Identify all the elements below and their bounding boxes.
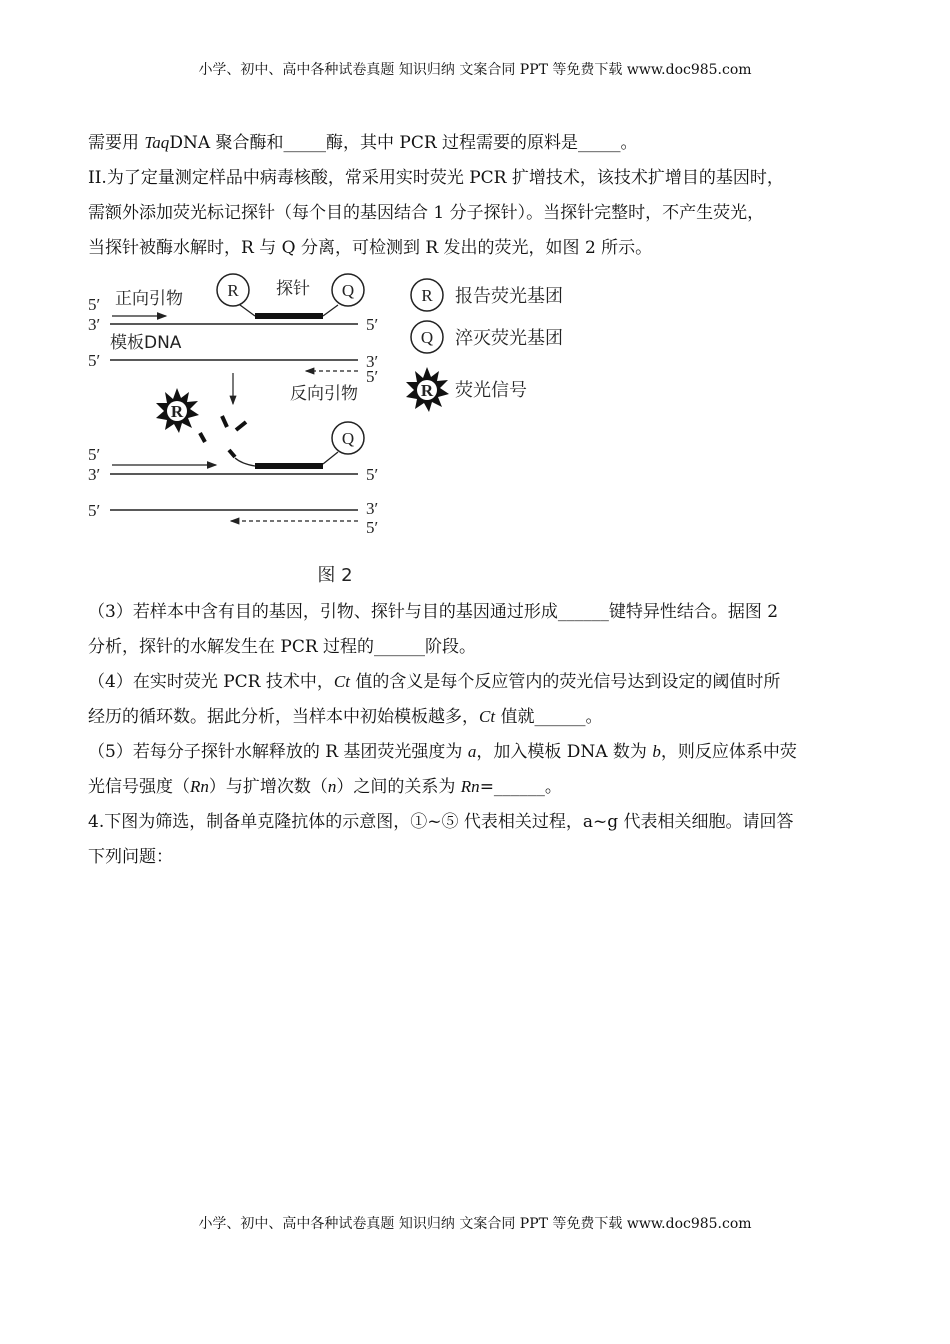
text: ，加入模板 DNA 数为 bbox=[476, 742, 653, 762]
text: =______。 bbox=[479, 777, 562, 797]
text: 值的含义是每个反应管内的荧光信号达到设定的阈值时所 bbox=[349, 672, 781, 692]
text: ，则反应体系中荧 bbox=[660, 742, 797, 762]
probe-intact bbox=[217, 274, 364, 319]
r-label: R bbox=[227, 281, 239, 300]
label-5prime: 5′ bbox=[366, 465, 379, 484]
forward-primer-label: 正向引物 bbox=[115, 289, 183, 309]
text-line bbox=[88, 742, 797, 762]
probe-label: 探针 bbox=[276, 279, 310, 299]
r-label: R bbox=[421, 286, 433, 305]
italic-term: b bbox=[652, 742, 661, 761]
text: （4）在实时荧光 PCR 技术中， bbox=[88, 672, 334, 692]
legend bbox=[406, 279, 563, 412]
text: （5）若每分子探针水解释放的 R 基团荧光强度为 bbox=[88, 742, 468, 762]
text-line: 需额外添加荧光标记探针（每个目的基因结合 1 分子探针）。当探针完整时，不产生荧光， bbox=[88, 203, 765, 223]
label-5prime: 5′ bbox=[366, 367, 379, 386]
text-line: 当探针被酶水解时，R 与 Q 分离，可检测到 R 发出的荧光，如图 2 所示。 bbox=[88, 238, 653, 258]
label-3prime: 3′ bbox=[88, 465, 101, 484]
text: 经历的循环数。据此分析，当样本中初始模板越多， bbox=[88, 707, 479, 727]
text-line: 下列问题： bbox=[88, 847, 173, 867]
italic-term: a bbox=[467, 742, 477, 761]
italic-term: Taq bbox=[144, 133, 170, 152]
figure-caption: 图 2 bbox=[317, 565, 353, 586]
label-3prime: 3′ bbox=[366, 499, 379, 518]
label-3prime: 3′ bbox=[88, 315, 101, 334]
legend-quencher: 淬灭荧光基团 bbox=[455, 328, 563, 349]
italic-term: Ct bbox=[479, 707, 496, 726]
label-5prime: 5′ bbox=[88, 501, 101, 520]
italic-term: n bbox=[327, 777, 337, 796]
label-3prime: 3′ bbox=[366, 352, 379, 371]
label-5prime: 5′ bbox=[88, 445, 101, 464]
text-line bbox=[88, 672, 780, 692]
italic-term: Rn bbox=[460, 777, 480, 796]
q-label: Q bbox=[341, 281, 355, 300]
probe-fragments bbox=[200, 416, 246, 457]
text-line: （3）若样本中含有目的基因，引物、探针与目的基因通过形成______键特异性结合。据图 2 bbox=[88, 602, 779, 622]
text: 值就______。 bbox=[495, 707, 603, 727]
italic-term: Ct bbox=[333, 672, 350, 691]
q-label: Q bbox=[420, 328, 434, 347]
page-header: 小学、初中、高中各种试卷真题 知识归纳 文案合同 PPT 等免费下载 www.doc985.com bbox=[198, 62, 752, 78]
text: 光信号强度（ bbox=[88, 777, 190, 797]
legend-signal: 荧光信号 bbox=[455, 380, 527, 401]
figure-2-pcr-probe-diagram bbox=[80, 270, 600, 590]
r-label: R bbox=[420, 381, 434, 400]
text: DNA 聚合酶和_____酶，其中 PCR 过程需要的原料是_____。 bbox=[169, 133, 638, 153]
text-line: 分析，探针的水解发生在 PCR 过程的______阶段。 bbox=[88, 637, 477, 657]
label-5prime: 5′ bbox=[88, 351, 101, 370]
r-label: R bbox=[170, 402, 184, 421]
q-label: Q bbox=[341, 429, 355, 448]
italic-term: Rn bbox=[190, 777, 209, 796]
text-line bbox=[88, 777, 562, 797]
text: 需要用 bbox=[88, 133, 145, 153]
template-dna-label: 模板DNA bbox=[110, 333, 182, 353]
label-5prime: 5′ bbox=[366, 315, 379, 334]
text: ）之间的关系为 bbox=[336, 777, 461, 797]
text-line bbox=[88, 133, 638, 153]
page-footer: 小学、初中、高中各种试卷真题 知识归纳 文案合同 PPT 等免费下载 www.doc985.com bbox=[198, 1216, 752, 1232]
text: ）与扩增次数（ bbox=[208, 777, 328, 797]
text-line: II.为了定量测定样品中病毒核酸，常采用实时荧光 PCR 扩增技术，该技术扩增目的基因时， bbox=[88, 168, 784, 188]
text-line: 4.下图为筛选，制备单克隆抗体的示意图，①~⑤ 代表相关过程，a~g 代表相关细胞。请回答 bbox=[88, 812, 794, 832]
legend-reporter: 报告荧光基团 bbox=[455, 286, 563, 307]
label-5prime: 5′ bbox=[366, 518, 379, 537]
label-5prime: 5′ bbox=[88, 295, 101, 314]
text-line bbox=[88, 707, 602, 727]
reverse-primer-label: 反向引物 bbox=[290, 384, 358, 404]
